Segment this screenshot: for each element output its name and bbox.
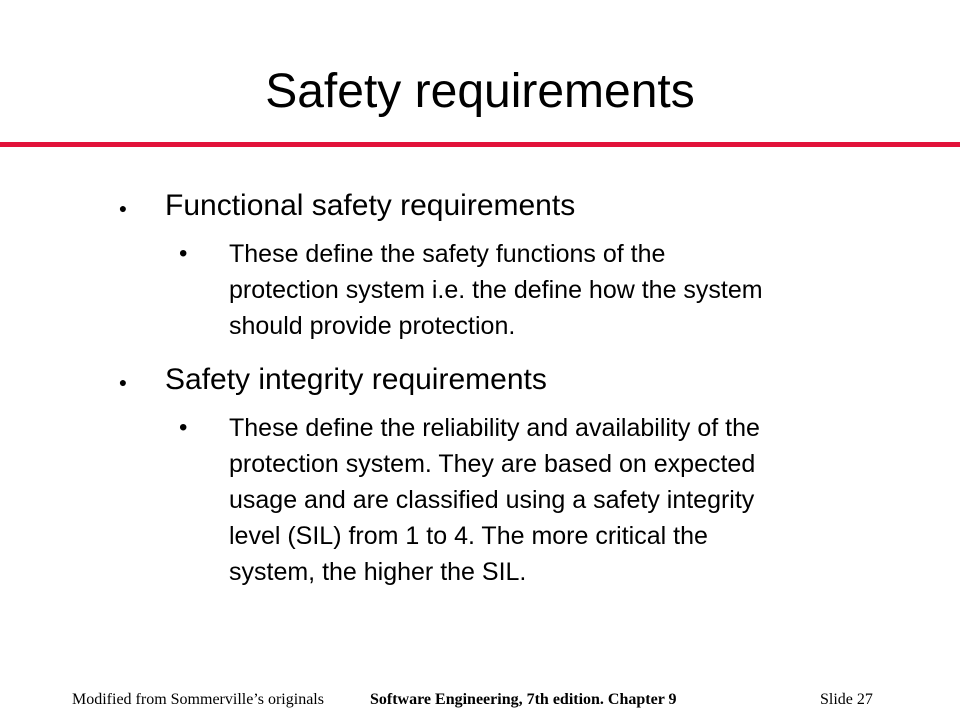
bullet-marker-icon: ● — [118, 200, 128, 216]
sub-bullet-marker: • — [179, 240, 188, 267]
footer-slide-number: Slide 27 — [820, 691, 873, 708]
sub-bullet-line: level (SIL) from 1 to 4. The more critical the — [229, 522, 708, 550]
sub-bullet-line: These define the safety functions of the — [229, 240, 666, 268]
sub-bullet-marker: • — [179, 414, 188, 441]
sub-bullet-line: protection system i.e. the define how the system — [229, 276, 763, 304]
sub-bullet-line: usage and are classified using a safety integrity — [229, 486, 755, 514]
footer-book-title: Software Engineering, 7th edition. Chapter 9 — [370, 691, 677, 708]
sub-bullet-line: system, the higher the SIL. — [229, 558, 527, 586]
sub-bullet-text — [229, 410, 929, 590]
slide-title: Safety requirements — [265, 65, 695, 118]
sub-bullet-line: These define the reliability and availability of the — [229, 414, 760, 442]
footer-source: Modified from Sommerville’s originals — [72, 691, 324, 708]
title-underline — [0, 142, 960, 147]
bullet-text: Safety integrity requirements — [165, 363, 547, 396]
sub-bullet-line: should provide protection. — [229, 312, 516, 340]
bullet-marker-icon: ● — [118, 374, 128, 390]
sub-bullet-text — [229, 236, 929, 344]
sub-bullet-line: protection system. They are based on expected — [229, 450, 756, 478]
bullet-text: Functional safety requirements — [165, 189, 576, 222]
